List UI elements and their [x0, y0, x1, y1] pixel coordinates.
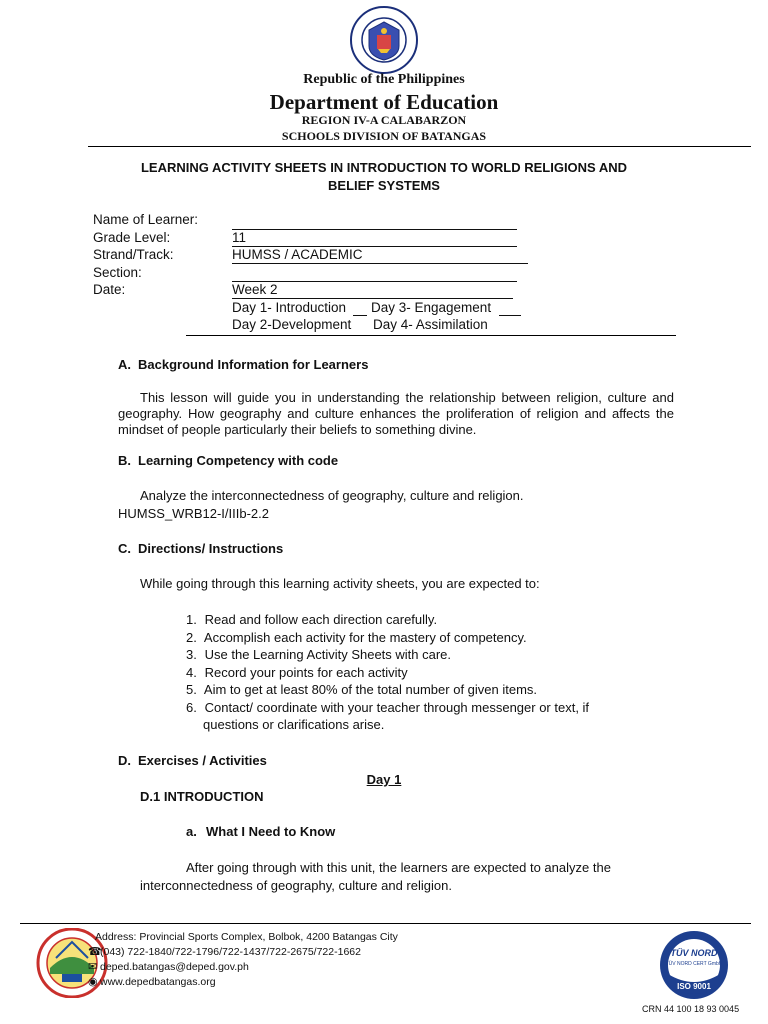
iso-brand: TÜV NORD	[670, 948, 718, 958]
grade-label: Grade Level:	[93, 230, 171, 245]
phone-icon: ☎	[88, 946, 102, 958]
department-title: Department of Education	[269, 90, 499, 114]
footer-divider	[20, 923, 751, 924]
day1-line	[353, 315, 367, 316]
section-c-heading	[118, 541, 283, 556]
section-b-body: Analyze the interconnectedness of geography, culture and religion.	[140, 488, 524, 503]
deped-seal	[349, 6, 419, 74]
section-b-title: Learning Competency with code	[138, 453, 339, 468]
title-line2: BELIEF SYSTEMS	[328, 178, 440, 193]
grade-field[interactable]: 11	[232, 229, 517, 247]
footer-address: Address: Provincial Sports Complex, Bolbok, 4200 Batangas City	[95, 931, 398, 943]
day2-label: Day 2-Development	[232, 317, 352, 332]
name-field[interactable]	[232, 212, 517, 230]
name-label: Name of Learner:	[93, 212, 199, 227]
region-text: REGION IV-A CALABARZON	[301, 113, 467, 127]
date-field[interactable]: Week 2	[232, 281, 513, 299]
footer-email[interactable]: deped.batangas@deped.gov.ph	[100, 961, 249, 973]
header-divider	[88, 146, 751, 147]
division-text: SCHOOLS DIVISION OF BATANGAS	[281, 129, 487, 143]
list-item: 4. Record your points for each activity	[186, 665, 408, 680]
day3-label: Day 3- Engagement	[371, 300, 492, 315]
list-item: 3. Use the Learning Activity Sheets with care.	[186, 647, 452, 662]
section-d-heading	[118, 753, 267, 768]
section-a-title: Background Information for Learners	[138, 357, 369, 372]
competency-code: HUMSS_WRB12-I/IIIb-2.2	[118, 506, 269, 521]
iso-small-text: TÜV NORD CERT GmbH	[665, 961, 723, 967]
list-item: 1. Read and follow each direction carefully.	[186, 612, 438, 627]
strand-field[interactable]: HUMSS / ACADEMIC	[232, 246, 528, 264]
section-d-letter: D.	[118, 753, 131, 768]
section-a-body: This lesson will guide you in understanding the relationship between religion, culture and geography. How geography and culture enhances the proliferation of religion and affects the mindset of people particularly their beliefs to something divine.	[118, 390, 674, 437]
day1-label: Day 1- Introduction	[232, 300, 347, 315]
iso-cert: ISO 9001	[677, 982, 711, 991]
iso-certification-logo	[657, 930, 731, 1000]
info-divider	[186, 335, 676, 336]
crn-number: CRN 44 100 18 93 0045	[642, 1004, 740, 1014]
sub-a-heading	[186, 824, 335, 839]
list-item: 2. Accomplish each activity for the mastery of competency.	[186, 630, 527, 645]
section-c-letter: C.	[118, 541, 131, 556]
section-d-title: Exercises / Activities	[138, 753, 267, 768]
date-label: Date:	[93, 282, 126, 297]
list-item: 5. Aim to get at least 80% of the total number of given items.	[186, 682, 538, 697]
section-a-heading	[118, 357, 368, 372]
day-heading: Day 1	[366, 772, 402, 787]
list-item: 6. Contact/ coordinate with your teacher through messenger or text, if	[186, 700, 590, 715]
globe-icon: ◉	[88, 976, 98, 988]
d1-title: D.1 INTRODUCTION	[140, 789, 264, 804]
section-field[interactable]	[232, 264, 517, 282]
footer-website[interactable]: www.depedbatangas.org	[100, 976, 216, 988]
sub-a-letter: a.	[186, 824, 197, 839]
section-b-letter: B.	[118, 453, 131, 468]
day4-label: Day 4- Assimilation	[373, 317, 488, 332]
section-c-title: Directions/ Instructions	[138, 541, 284, 556]
title-line1: LEARNING ACTIVITY SHEETS IN INTRODUCTION TO WORLD RELIGIONS AND	[140, 160, 628, 175]
sub-a-body: After going through with this unit, the learners are expected to analyze the interconnectedness of geography, culture and religion.	[140, 860, 611, 893]
footer-phone: (043) 722-1840/722-1796/722-1437/722-2675/722-1662	[100, 946, 361, 958]
section-c-intro: While going through this learning activity sheets, you are expected to:	[140, 576, 540, 591]
section-a-letter: A.	[118, 357, 131, 372]
section-label: Section:	[93, 265, 142, 280]
day3-line	[499, 315, 521, 316]
sub-a-title: What I Need to Know	[206, 824, 336, 839]
republic-text: Republic of the Philippines	[303, 72, 465, 87]
list-item-continuation: questions or clarifications arise.	[203, 717, 385, 732]
section-b-heading	[118, 453, 338, 468]
strand-label: Strand/Track:	[93, 247, 174, 262]
email-icon: ✉	[88, 961, 98, 973]
